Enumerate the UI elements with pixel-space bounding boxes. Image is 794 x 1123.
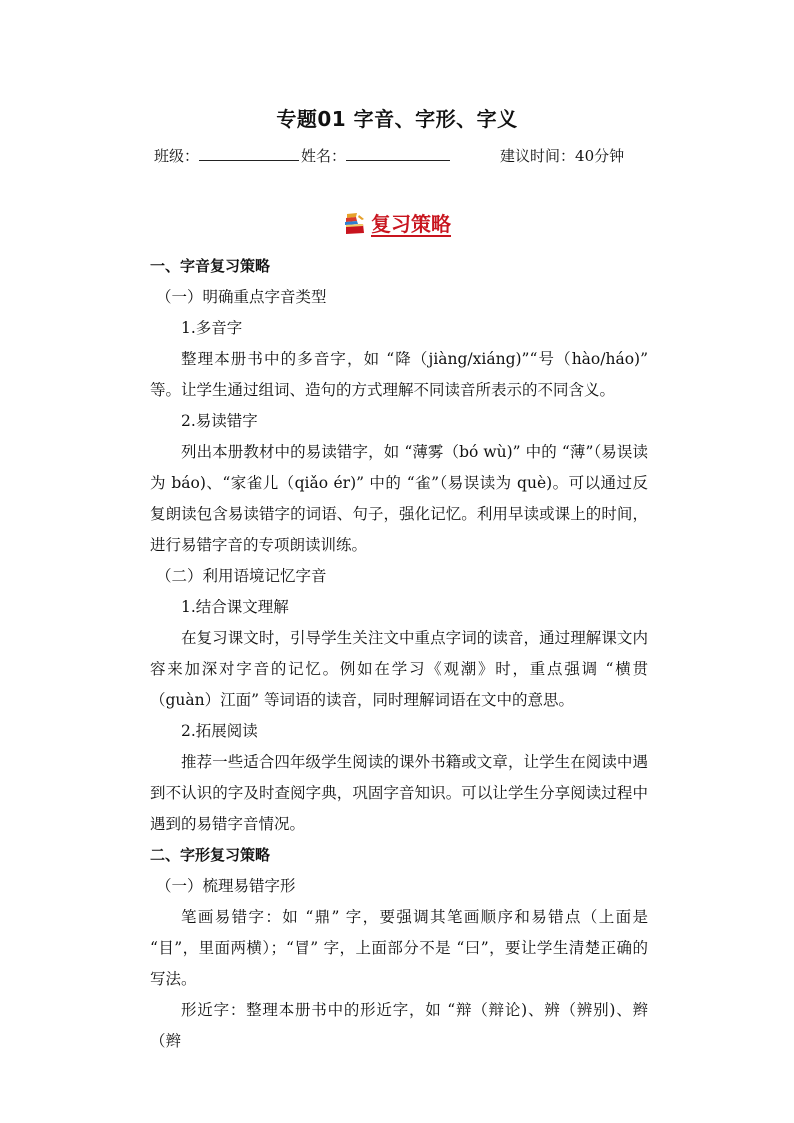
document-body [150, 251, 648, 1057]
paragraph-stroke-errors: 笔画易错字：如 “鼎” 字，要强调其笔画顺序和易错点（上面是 “目”，里面两横）；“冒” 字，上面部分不是 “曰”，要让学生清楚正确的写法。 [150, 908, 648, 988]
section-badge-label: 复习策略 [371, 212, 451, 236]
item-polyphonic: 1.多音字 [181, 319, 243, 337]
paragraph-similar-glyphs: 形近字：整理本册书中的形近字，如 “辩（辩论)、辨（辨别)、辫（辫 [150, 1001, 648, 1050]
name-blank [346, 146, 450, 161]
subheading-error-glyphs: （一）梳理易错字形 [156, 877, 296, 895]
name-label: 姓名： [301, 147, 347, 165]
subheading-context: （二）利用语境记忆字音 [156, 567, 327, 585]
books-icon [343, 211, 367, 235]
section-badge [0, 208, 794, 239]
suggested-time: 建议时间：40分钟 [500, 147, 625, 165]
student-info-line [154, 145, 674, 166]
paragraph-polyphonic: 整理本册书中的多音字，如 “降（jiàng/xiáng)”“号（hào/háo)” 等。让学生通过组词、造句的方式理解不同读音所表示的不同含义。 [150, 350, 648, 399]
class-label: 班级： [154, 147, 200, 165]
heading-glyph-strategy: 二、字形复习策略 [150, 846, 271, 864]
item-text-understanding: 1.结合课文理解 [181, 598, 289, 616]
subheading-key-types: （一）明确重点字音类型 [156, 288, 327, 306]
item-misread: 2.易读错字 [181, 412, 258, 430]
class-blank [199, 146, 299, 161]
paragraph-text-understanding: 在复习课文时，引导学生关注文中重点字词的读音，通过理解课文内容来加深对字音的记忆。例如在学习《观潮》时，重点强调 “横贯（guàn）江面” 等词语的读音，同时理解词语在文中的意思。 [150, 629, 648, 709]
item-extended-reading: 2.拓展阅读 [181, 722, 258, 740]
paragraph-extended-reading: 推荐一些适合四年级学生阅读的课外书籍或文章，让学生在阅读中遇到不认识的字及时查阅字典，巩固字音知识。可以让学生分享阅读过程中遇到的易错字音情况。 [150, 753, 648, 833]
page-title: 专题01 字音、字形、字义 [276, 107, 518, 131]
paragraph-misread: 列出本册教材中的易读错字，如 “薄雾（bó wù)” 中的 “薄”（易误读为 báo)、“家雀儿（qiǎo ér)” 中的 “雀”（易误读为 què)。可以通过反复朗读包含易读错字的词语、句子，强化记忆。利用早读或课上的时间，进行易错字音的专项朗读训练。 [150, 443, 648, 554]
heading-pronunciation-strategy: 一、字音复习策略 [150, 257, 271, 275]
